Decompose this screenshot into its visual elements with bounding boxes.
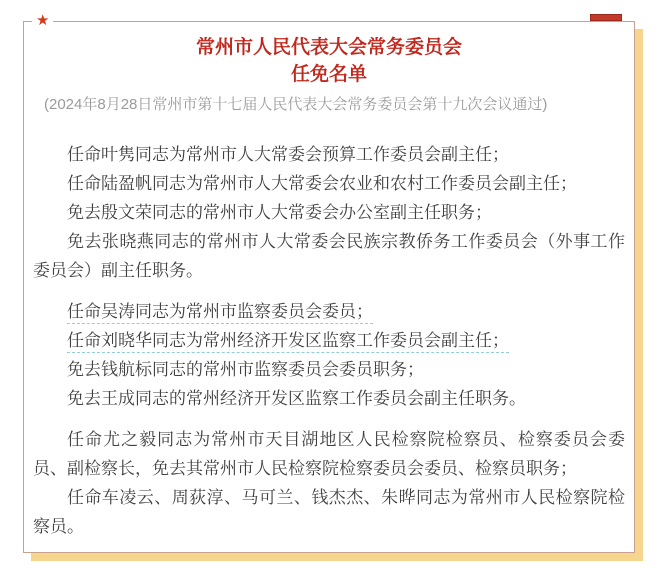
- document-title-line1: 常州市人民代表大会常务委员会: [195, 37, 462, 58]
- statement-text-underlined[interactable]: 任命吴涛同志为常州市监察委员会委员；: [67, 302, 373, 324]
- statement-text: 任命陆盈帆同志为常州市人大常委会农业和农村工作委员会副主任；: [67, 174, 577, 193]
- statement-text: 任命叶隽同志为常州市人大常委会预算工作委员会副主任；: [67, 145, 509, 164]
- adoption-date-line: (2024年8月28日常州市第十七届人民代表大会常务委员会第十九次会议通过): [44, 96, 548, 113]
- document-body: [33, 140, 625, 541]
- appointment-group-procuratorate: [33, 425, 625, 541]
- statement: [33, 198, 625, 227]
- statement-text: 任命尤之毅同志为常州市天目湖地区人民检察院检察员、检察委员会委员、副检察长，免去其常州市人民检察院检察委员会委员、检察员职务；: [33, 430, 625, 478]
- statement: [33, 140, 625, 169]
- statement: [33, 384, 625, 413]
- statement: [33, 169, 625, 198]
- statement: [33, 227, 625, 285]
- appointment-group-people-congress: [33, 140, 625, 285]
- appointment-group-supervisory-committee: [33, 297, 625, 413]
- document-frame: [23, 12, 635, 553]
- statement-text: 免去王成同志的常州经济开发区监察工作委员会副主任职务。: [67, 389, 526, 408]
- statement: [33, 355, 625, 384]
- document-title-line2: 任免名单: [290, 64, 367, 85]
- statement-text: 免去张晓燕同志的常州市人大常委会民族宗教侨务工作委员会（外事工作委员会）副主任职务。: [33, 232, 625, 280]
- statement: [33, 483, 625, 541]
- statement-text-underlined[interactable]: 任命刘晓华同志为常州经济开发区监察工作委员会副主任；: [67, 331, 509, 353]
- statement: [33, 326, 625, 355]
- statement-text: 免去殷文荣同志的常州市人大常委会办公室副主任职务；: [67, 203, 492, 222]
- statement: [33, 425, 625, 483]
- star-icon: ★: [32, 12, 53, 30]
- red-accent-bar: [590, 14, 622, 21]
- statement-text: 任命车凌云、周荻淳、马可兰、钱杰杰、朱晔同志为常州市人民检察院检察员。: [33, 488, 625, 536]
- statement-text: 免去钱航标同志的常州市监察委员会委员职务；: [67, 360, 424, 379]
- statement: [33, 297, 625, 326]
